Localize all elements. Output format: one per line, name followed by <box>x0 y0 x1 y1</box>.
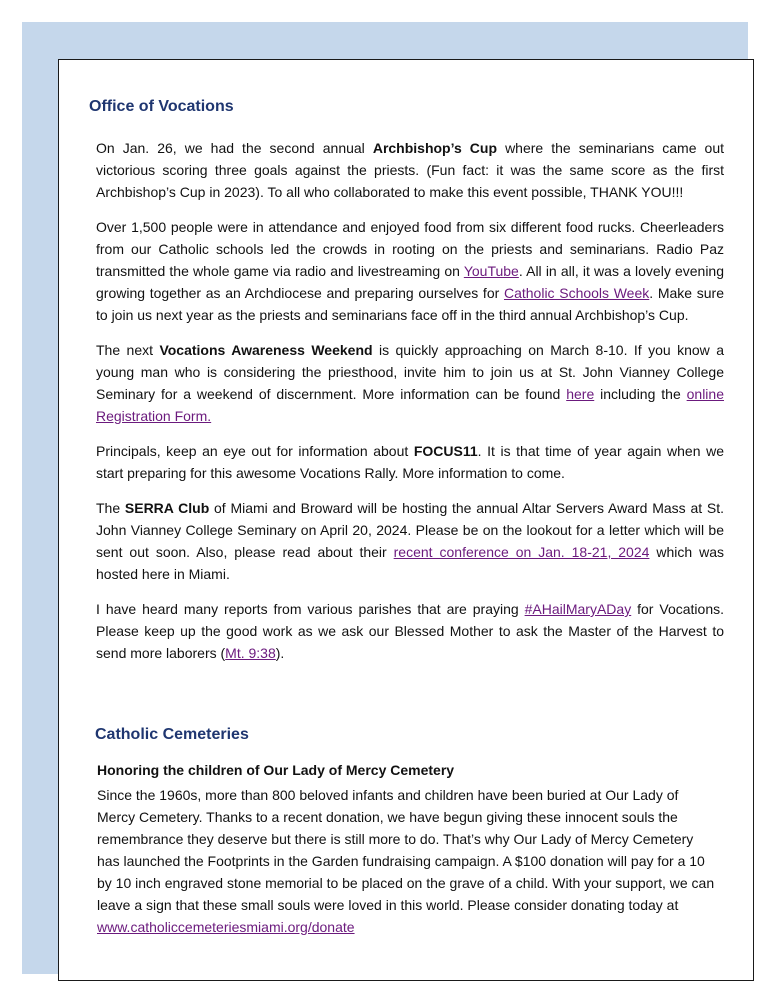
archbishops-cup-paragraph: On Jan. 26, we had the second annual Archbishop’s Cup where the seminarians came out victorious scoring three goals against the priests. (Fun fact: it was the same score as the first Archbishop’s Cup in 2023). To all who collaborated to make this event possible, THANK YOU!!! <box>96 140 724 200</box>
focus11-paragraph: Principals, keep an eye out for information about FOCUS11. It is that time of year again when we start preparing for this awesome Vocations Rally. More information to come. <box>96 443 724 481</box>
serra-club-bold: SERRA Club <box>124 500 210 516</box>
focus11-bold: FOCUS11 <box>413 443 478 459</box>
catholic-schools-week-link[interactable]: Catholic Schools Week <box>503 285 650 301</box>
attendance-paragraph: Over 1,500 people were in attendance and enjoyed food from six different food rucks. Cheerleaders from our Catholic schools led the crowds in rooting on the priests and seminarians. Radio Paz transmitted the whole game via radio and livestreaming on YouTube. All in all, it was a lovely evening growing together as an Archdiocese and preparing ourselves for Catholic Schools Week. Make sure to join us next year as the priests and seminarians face off in the third annual Archbishop’s Cup. <box>96 219 725 323</box>
recent-conference-link[interactable]: recent conference on Jan. 18-21, 2024 <box>393 544 650 560</box>
cemeteries-paragraph: Since the 1960s, more than 800 beloved infants and children have been buried at Our Lady of Mercy Cemetery. Thanks to a recent donation, we have begun giving these innocent souls the remembrance they deserve but there is still more to do. That’s why Our Lady of Mercy Cemetery has launched the Footprints in the Garden fundraising campaign. A $100 donation will pay for a 10 by 10 inch engraved stone memorial to be placed on the grave of a child. With your support, we can leave a sign that these small souls were loved in this world. Please consider donating today at www.catholiccemeteriesmiami.org/donate <box>97 787 715 935</box>
vocations-section <box>96 137 724 677</box>
hail-mary-paragraph: I have heard many reports from various parishes that are praying #AHailMaryADay for Vocations. Please keep up the good work as we ask our Blessed Mother to ask the Master of the Harvest to send more laborers (Mt. 9:38). <box>96 601 724 661</box>
newsletter-page <box>58 59 754 981</box>
vocations-weekend-paragraph: The next Vocations Awareness Weekend is quickly approaching on March 8-10. If you know a young man who is considering the priesthood, invite him to join us at St. John Vianney College Seminary for a weekend of discernment. More information can be found here including the online Registration Form. <box>96 342 724 424</box>
cemeteries-heading: Catholic Cemeteries <box>95 726 249 743</box>
vocations-weekend-bold: Vocations Awareness Weekend <box>159 342 373 358</box>
donate-link[interactable]: www.catholiccemeteriesmiami.org/donate <box>97 919 355 935</box>
scripture-link[interactable]: Mt. 9:38 <box>225 645 276 661</box>
hail-mary-hashtag-link[interactable]: #AHailMaryADay <box>524 601 632 617</box>
page-frame <box>22 22 748 974</box>
serra-club-paragraph: The SERRA Club of Miami and Broward will be hosting the annual Altar Servers Award Mass at St. John Vianney College Seminary on April 20, 2024. Please be on the lookout for a letter which will be sent out soon. Also, please read about their recent conference on Jan. 18-21, 2024 which was hosted here in Miami. <box>96 500 725 582</box>
cemeteries-section <box>97 759 717 938</box>
cemeteries-subheading: Honoring the children of Our Lady of Mercy Cemetery <box>97 762 455 778</box>
vocations-heading: Office of Vocations <box>89 98 234 115</box>
here-link[interactable]: here <box>566 386 595 402</box>
youtube-link[interactable]: YouTube <box>463 263 519 279</box>
registration-form-link[interactable]: online Registration Form. <box>96 386 724 424</box>
archbishops-cup-bold: Archbishop’s Cup <box>372 140 498 156</box>
